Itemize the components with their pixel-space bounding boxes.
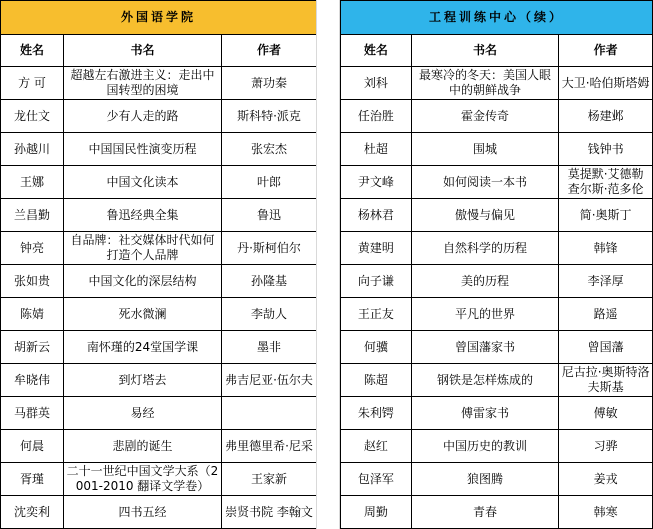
- table-row: [341, 364, 653, 397]
- cell-author[interactable]: 斯科特·派克: [222, 100, 317, 133]
- cell-author[interactable]: 崇贤书院 李翰文: [222, 496, 317, 529]
- cell-name[interactable]: 赵红: [341, 430, 412, 463]
- cell-book-title[interactable]: 霍金传奇: [411, 100, 559, 133]
- cell-name[interactable]: 尹文峰: [341, 166, 412, 199]
- cell-book-title[interactable]: 中国国民性演变历程: [64, 133, 222, 166]
- column-header-book[interactable]: 书名: [411, 35, 559, 67]
- cell-name[interactable]: 陈婧: [1, 298, 64, 331]
- table-row: [1, 232, 317, 265]
- cell-name[interactable]: 何晨: [1, 430, 64, 463]
- cell-name[interactable]: 胡新云: [1, 331, 64, 364]
- table-row: [341, 298, 653, 331]
- header-row: [341, 35, 653, 67]
- cell-book-title[interactable]: 鲁迅经典全集: [64, 199, 222, 232]
- table-row: [1, 496, 317, 529]
- left-sheet-body: [1, 1, 317, 529]
- cell-name[interactable]: 龙仕文: [1, 100, 64, 133]
- cell-name[interactable]: 沈奕利: [1, 496, 64, 529]
- table-row: [1, 199, 317, 232]
- right-sheet-body: [341, 1, 653, 529]
- table-row: [1, 67, 317, 100]
- cell-name[interactable]: 杜超: [341, 133, 412, 166]
- cell-author[interactable]: 弗吉尼亚·伍尔夫: [222, 364, 317, 397]
- cell-name[interactable]: 黄建明: [341, 232, 412, 265]
- cell-book-title[interactable]: 最寒冷的冬天：美国人眼中的朝鲜战争: [411, 67, 559, 100]
- cell-author[interactable]: 尼古拉·奥斯特洛夫斯基: [559, 364, 653, 397]
- table-row: [1, 133, 317, 166]
- cell-author[interactable]: 墨非: [222, 331, 317, 364]
- cell-author[interactable]: 孙隆基: [222, 265, 317, 298]
- table-row: [341, 199, 653, 232]
- table-row: [341, 463, 653, 496]
- cell-book-title[interactable]: 围城: [411, 133, 559, 166]
- table-row: [341, 265, 653, 298]
- table-row: [1, 265, 317, 298]
- cell-author[interactable]: 韩寒: [559, 496, 653, 529]
- cell-author[interactable]: 李劼人: [222, 298, 317, 331]
- cell-author[interactable]: 李泽厚: [559, 265, 653, 298]
- cell-author[interactable]: 莫提默·艾德勒 查尔斯·范多伦: [559, 166, 653, 199]
- cell-book-title[interactable]: 自然科学的历程: [411, 232, 559, 265]
- cell-book-title[interactable]: 如何阅读一本书: [411, 166, 559, 199]
- cell-book-title[interactable]: 到灯塔去: [64, 364, 222, 397]
- table-row: [341, 430, 653, 463]
- table-row: [341, 133, 653, 166]
- table-row: [341, 331, 653, 364]
- column-header-name[interactable]: 姓名: [341, 35, 412, 67]
- cell-book-title[interactable]: 中国文化读本: [64, 166, 222, 199]
- table-row: [1, 298, 317, 331]
- cell-author[interactable]: 丹·斯柯伯尔: [222, 232, 317, 265]
- cell-author[interactable]: 路遥: [559, 298, 653, 331]
- cell-name[interactable]: 方 可: [1, 67, 64, 100]
- column-header-author[interactable]: 作者: [559, 35, 653, 67]
- section-title-foreign-languages[interactable]: 外国语学院: [1, 1, 317, 35]
- cell-author[interactable]: 简·奥斯丁: [559, 199, 653, 232]
- cell-book-title[interactable]: 平凡的世界: [411, 298, 559, 331]
- cell-book-title[interactable]: 超越左右激进主义：走出中国转型的困境: [64, 67, 222, 100]
- table-row: [341, 166, 653, 199]
- cell-name[interactable]: 孙越川: [1, 133, 64, 166]
- cell-name[interactable]: 陈超: [341, 364, 412, 397]
- table-row: [1, 430, 317, 463]
- cell-book-title[interactable]: 曾国藩家书: [411, 331, 559, 364]
- header-row: [1, 35, 317, 67]
- cell-book-title[interactable]: 四书五经: [64, 496, 222, 529]
- cell-book-title[interactable]: 中国文化的深层结构: [64, 265, 222, 298]
- cell-name[interactable]: 王娜: [1, 166, 64, 199]
- cell-name[interactable]: 王正友: [341, 298, 412, 331]
- cell-author[interactable]: 钱钟书: [559, 133, 653, 166]
- table-row: [341, 496, 653, 529]
- cell-author[interactable]: 习骅: [559, 430, 653, 463]
- cell-book-title[interactable]: 傅雷家书: [411, 397, 559, 430]
- column-gap: [316, 0, 340, 529]
- cell-name[interactable]: 马群英: [1, 397, 64, 430]
- column-header-book[interactable]: 书名: [64, 35, 222, 67]
- cell-author[interactable]: 大卫·哈伯斯塔姆: [559, 67, 653, 100]
- title-row: [341, 1, 653, 35]
- cell-name[interactable]: 朱利锷: [341, 397, 412, 430]
- table-row: [1, 364, 317, 397]
- table-row: [341, 232, 653, 265]
- table-row: [341, 397, 653, 430]
- cell-book-title[interactable]: 钢铁是怎样炼成的: [411, 364, 559, 397]
- cell-book-title[interactable]: 二十一世纪中国文学大系（2001-2010 翻译文学卷）: [64, 463, 222, 496]
- cell-author[interactable]: 萧功秦: [222, 67, 317, 100]
- cell-author[interactable]: 叶郎: [222, 166, 317, 199]
- cell-book-title[interactable]: 少有人走的路: [64, 100, 222, 133]
- cell-book-title[interactable]: 青春: [411, 496, 559, 529]
- title-row: [1, 1, 317, 35]
- table-row: [1, 397, 317, 430]
- cell-author[interactable]: 王家新: [222, 463, 317, 496]
- cell-name[interactable]: 周勤: [341, 496, 412, 529]
- table-row: [1, 463, 317, 496]
- section-title-engineering-training[interactable]: 工程训练中心（续）: [341, 1, 653, 35]
- cell-name[interactable]: 何骥: [341, 331, 412, 364]
- column-header-name[interactable]: 姓名: [1, 35, 64, 67]
- cell-author[interactable]: 弗里德里希·尼采: [222, 430, 317, 463]
- cell-author[interactable]: 姜戎: [559, 463, 653, 496]
- cell-author[interactable]: 曾国藩: [559, 331, 653, 364]
- cell-book-title[interactable]: 南怀瑾的24堂国学课: [64, 331, 222, 364]
- cell-name[interactable]: 胥瑾: [1, 463, 64, 496]
- cell-name[interactable]: 向子谦: [341, 265, 412, 298]
- cell-author[interactable]: [222, 397, 317, 430]
- left-sheet-table: [0, 0, 317, 529]
- cell-book-title[interactable]: 悲剧的诞生: [64, 430, 222, 463]
- cell-name[interactable]: 张如贵: [1, 265, 64, 298]
- cell-name[interactable]: 杨林君: [341, 199, 412, 232]
- cell-name[interactable]: 刘科: [341, 67, 412, 100]
- cell-book-title[interactable]: 中国历史的教训: [411, 430, 559, 463]
- right-sheet-table: [340, 0, 653, 529]
- cell-book-title[interactable]: 美的历程: [411, 265, 559, 298]
- cell-book-title[interactable]: 死水微澜: [64, 298, 222, 331]
- cell-book-title[interactable]: 傲慢与偏见: [411, 199, 559, 232]
- cell-name[interactable]: 兰昌勤: [1, 199, 64, 232]
- cell-book-title[interactable]: 易经: [64, 397, 222, 430]
- cell-name[interactable]: 钟亮: [1, 232, 64, 265]
- cell-name[interactable]: 任治胜: [341, 100, 412, 133]
- cell-author[interactable]: 韩锋: [559, 232, 653, 265]
- cell-author[interactable]: 鲁迅: [222, 199, 317, 232]
- table-row: [341, 100, 653, 133]
- table-row: [341, 67, 653, 100]
- cell-author[interactable]: 傅敏: [559, 397, 653, 430]
- cell-author[interactable]: 张宏杰: [222, 133, 317, 166]
- column-header-author[interactable]: 作者: [222, 35, 317, 67]
- cell-name[interactable]: 牟晓伟: [1, 364, 64, 397]
- table-row: [1, 331, 317, 364]
- cell-book-title[interactable]: 自品牌：社交媒体时代如何打造个人品牌: [64, 232, 222, 265]
- cell-author[interactable]: 杨建邺: [559, 100, 653, 133]
- table-row: [1, 100, 317, 133]
- cell-name[interactable]: 包泽军: [341, 463, 412, 496]
- table-row: [1, 166, 317, 199]
- cell-book-title[interactable]: 狼图腾: [411, 463, 559, 496]
